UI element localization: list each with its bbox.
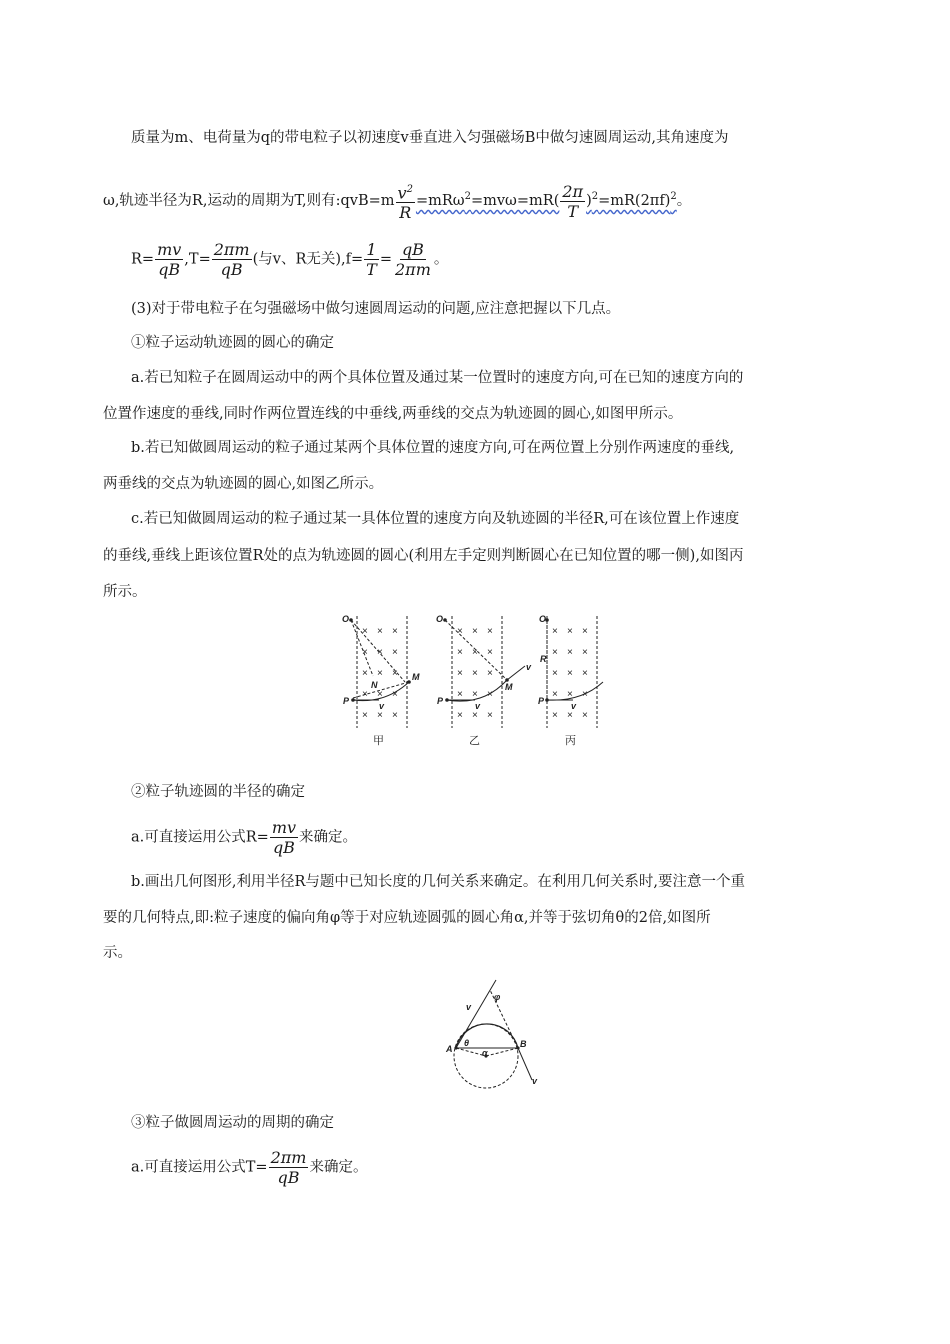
fig2-label-v-2: v — [532, 1076, 538, 1086]
figure-deflection-angle — [440, 972, 550, 1102]
fig1-label-m-2: M — [505, 682, 513, 692]
expr-part: =mRω — [415, 193, 465, 210]
t-label: ,T= — [184, 251, 211, 268]
r-label: R= — [131, 251, 155, 268]
frac-num: 2πm — [213, 240, 250, 259]
field-x-mark: × — [552, 689, 558, 700]
frac-sup: 2 — [406, 184, 413, 195]
figure-center-determination — [335, 608, 625, 748]
item2-title: ②粒子轨迹圆的半径的确定 — [131, 784, 305, 800]
field-x-mark: × — [377, 626, 383, 637]
frac-num: 2π — [562, 181, 584, 201]
frac-num: mv — [157, 240, 182, 259]
fig1-label-p-1: P — [343, 696, 350, 706]
item1-c-line3: 所示。 — [103, 584, 147, 600]
frac-num: 1 — [366, 240, 377, 259]
field-x-mark: × — [567, 668, 573, 679]
field-x-mark: × — [377, 710, 383, 721]
period: 。 — [433, 251, 449, 268]
field-x-mark: × — [457, 647, 463, 658]
item3-a-post: 来确定。 — [309, 1159, 368, 1176]
field-x-mark: × — [567, 689, 573, 700]
field-x-mark: × — [362, 626, 368, 637]
note-text: (与v、R无关),f= — [252, 251, 364, 268]
field-x-mark: × — [567, 626, 573, 637]
frac-num: v — [397, 183, 407, 203]
item2-a-pre: a.可直接运用公式R= — [131, 829, 269, 846]
fig1-label-v-2b: v — [526, 662, 532, 672]
item2-b-line1: b.画出几何图形,利用半径R与题中已知长度的几何关系来确定。在利用几何关系时,要注意一个重 — [131, 874, 746, 890]
field-x-mark: × — [487, 626, 493, 637]
frac-den: T — [366, 260, 377, 279]
field-x-mark: × — [362, 689, 368, 700]
field-x-mark: × — [567, 647, 573, 658]
item1-b-line2: 两垂线的交点为轨迹圆的圆心,如图乙所示。 — [103, 476, 384, 492]
field-x-mark: × — [582, 647, 588, 658]
field-x-mark: × — [392, 626, 398, 637]
fraction-1-t — [364, 240, 379, 279]
fraction-qb-2pim — [393, 240, 433, 279]
frac-num: qB — [401, 240, 424, 259]
sup: 2 — [464, 191, 471, 203]
frac-den: qB — [220, 260, 243, 279]
item1-title: ①粒子运动轨迹圆的圆心的确定 — [131, 335, 334, 351]
fig2-label-alpha: α — [482, 1048, 488, 1058]
frac-den: qB — [272, 838, 295, 857]
field-x-mark: × — [457, 668, 463, 679]
expr-part: ) — [586, 193, 592, 210]
field-x-mark: × — [392, 689, 398, 700]
fig1-label-v-3: v — [571, 701, 577, 711]
field-x-mark: × — [582, 710, 588, 721]
fig1-caption-jia: 甲 — [373, 735, 384, 747]
item1-c-line1: c.若已知做圆周运动的粒子通过某一具体位置的速度方向及轨迹圆的半径R,可在该位置上作速度 — [131, 511, 740, 527]
fig1-label-p-2: P — [437, 696, 444, 706]
field-x-mark: × — [392, 647, 398, 658]
field-x-mark: × — [472, 689, 478, 700]
fig2-label-v-1: v — [466, 1002, 472, 1012]
field-x-mark: × — [487, 668, 493, 679]
fig1-label-v-2a: v — [475, 701, 481, 711]
frac-den: T — [567, 201, 579, 221]
fig2-label-b: B — [520, 1039, 527, 1049]
field-x-mark: × — [457, 626, 463, 637]
fraction-2pim-qb-2 — [269, 1148, 309, 1187]
fig2-label-phi: φ — [494, 992, 501, 1002]
item3-a — [131, 1148, 367, 1187]
field-x-mark: × — [377, 668, 383, 679]
fraction-2pi-over-t — [560, 182, 585, 221]
para1-line1: 质量为m、电荷量为q的带电粒子以初速度v垂直进入匀强磁场B中做匀速圆周运动,其角速度为 — [131, 130, 729, 146]
field-x-mark: × — [487, 647, 493, 658]
item3-a-pre: a.可直接运用公式T= — [131, 1159, 268, 1176]
field-x-mark: × — [552, 647, 558, 658]
item2-b-line2: 要的几何特点,即:粒子速度的偏向角φ等于对应轨迹圆弧的圆心角α,并等于弦切角θ的2倍,如图所 — [103, 910, 711, 926]
fig1-label-o-2: O — [436, 614, 444, 624]
para1-line2 — [103, 180, 691, 222]
fraction-mv-qb — [155, 240, 183, 279]
fig1-caption-yi: 乙 — [469, 735, 480, 747]
field-x-mark: × — [457, 689, 463, 700]
period: 。 — [676, 193, 692, 210]
field-x-mark: × — [362, 647, 368, 658]
field-x-mark: × — [552, 668, 558, 679]
field-x-mark: × — [472, 626, 478, 637]
field-x-mark: × — [392, 668, 398, 679]
fig1-label-o-3: O — [539, 614, 547, 624]
field-x-mark: × — [472, 668, 478, 679]
field-x-mark: × — [377, 647, 383, 658]
item1-b-line1: b.若已知做圆周运动的粒子通过某两个具体位置的速度方向,可在两位置上分别作两速度的垂线, — [131, 440, 735, 456]
section3-heading: (3)对于带电粒子在匀强磁场中做匀速圆周运动的问题,应注意把握以下几点。 — [131, 301, 621, 317]
fraction-v2-over-r — [396, 180, 415, 222]
field-x-mark: × — [552, 626, 558, 637]
fig1-label-m-1: M — [412, 672, 420, 682]
sup: 2 — [670, 191, 677, 203]
field-x-mark: × — [392, 710, 398, 721]
field-x-mark: × — [457, 710, 463, 721]
field-x-mark: × — [552, 710, 558, 721]
fig1-label-r-3: R — [540, 654, 547, 664]
fig2-label-theta: θ — [464, 1038, 470, 1048]
fig1-label-v-1: v — [379, 701, 385, 711]
fig2-label-a: A — [446, 1044, 453, 1054]
field-x-mark: × — [582, 689, 588, 700]
fraction-mv-qb-2 — [270, 818, 298, 857]
field-x-mark: × — [567, 710, 573, 721]
fig1-label-p-3: P — [538, 696, 545, 706]
field-x-mark: × — [472, 710, 478, 721]
frac-den: 2πm — [395, 260, 431, 279]
fig1-label-o-1: O — [342, 614, 350, 624]
para1-text-a: ω,轨迹半径为R,运动的周期为T,则有:qvB=m — [103, 193, 395, 210]
frac-num: 2πm — [270, 1148, 307, 1167]
fraction-2pim-qb — [212, 240, 252, 279]
fig1-caption-bing: 丙 — [565, 735, 576, 747]
item2-a — [131, 818, 357, 857]
item1-a-line1: a.若已知粒子在圆周运动中的两个具体位置及通过某一位置时的速度方向,可在已知的速度方向的 — [131, 370, 744, 386]
field-x-mark: × — [582, 668, 588, 679]
field-x-mark: × — [582, 626, 588, 637]
field-x-mark: × — [487, 689, 493, 700]
expr-part: =mvω=mR( — [470, 193, 560, 210]
item2-b-line3: 示。 — [103, 945, 132, 961]
item2-a-post: 来确定。 — [299, 829, 358, 846]
item1-c-line2: 的垂线,垂线上距该位置R处的点为轨迹圆的圆心(利用左手定则判断圆心在已知位置的哪一侧),如图丙 — [103, 548, 744, 564]
expr-part: =mR(2πf) — [598, 193, 671, 210]
frac-den: qB — [158, 260, 181, 279]
field-x-mark: × — [472, 647, 478, 658]
field-x-mark: × — [377, 689, 383, 700]
item1-a-line2: 位置作速度的垂线,同时作两位置连线的中垂线,两垂线的交点为轨迹圆的圆心,如图甲所示。 — [103, 406, 683, 422]
field-x-mark: × — [362, 668, 368, 679]
item3-title: ③粒子做圆周运动的周期的确定 — [131, 1115, 334, 1131]
frac-den: R — [399, 203, 412, 223]
equals: = — [379, 251, 392, 268]
frac-den: qB — [277, 1168, 300, 1187]
sup: 2 — [591, 191, 599, 203]
para2-formulas — [131, 240, 448, 279]
field-x-mark: × — [362, 710, 368, 721]
fig1-label-n-1: N — [371, 680, 378, 690]
frac-num: mv — [271, 818, 297, 837]
field-x-mark: × — [487, 710, 493, 721]
